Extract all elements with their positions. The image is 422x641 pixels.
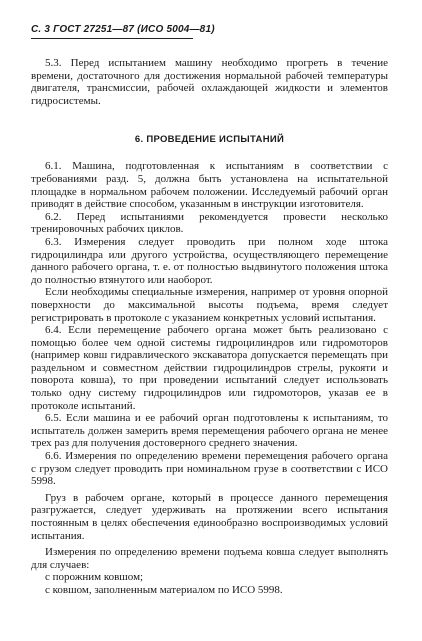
header-rule xyxy=(31,38,193,39)
paragraph-6-6: 6.6. Измерения по определению времени перемещения рабочего органа с грузом следует проводить при номинальном грузе в соответствии с ИСО 5998. xyxy=(31,450,388,488)
list-item-loaded-bucket: с ковшом, заполненным материалом по ИСО 5998. xyxy=(45,583,283,596)
paragraph-5-3: 5.3. Перед испытанием машину необходимо прогреть в течение времени, достаточного для достижения нормальной рабочей температуры двигателя, трансмиссии, рабочей охлаждающей жидкости и элементов гидросистемы. xyxy=(31,57,388,107)
paragraph-6-4: 6.4. Если перемещение рабочего органа может быть реализовано с помощью более чем одной системы гидроцилиндров или гидромоторов (например ковш гидравлического экскаватора допускается перемещать при раздельном и совместном действии гидроцилиндров стрелы, рукояти и поворота ковша), то при проведении испытаний следует использовать только одну систему гидроцилиндров или гидромоторов, указав ее в протоколе испытаний. xyxy=(31,324,388,412)
paragraph-6-5: 6.5. Если машина и ее рабочий орган подготовлены к испытаниям, то испытатель должен замерить время перемещения рабочего органа не менее трех раз для получения достоверного среднего значения. xyxy=(31,412,388,450)
paragraph-6-3-special: Если необходимы специальные измерения, например от уровня опорной поверхности до максимальной высоты подъема, время следует регистрировать в протоколе с указанием конкретных условий испытания. xyxy=(31,286,388,324)
paragraph-6-6-cases: Измерения по определению времени подъема ковша следует выполнять для случаев: xyxy=(31,546,388,571)
paragraph-6-6-load: Груз в рабочем органе, который в процессе данного перемещения разгружается, следует удерживать на протяжении всего испытания постоянным в целях обеспечения единообразно воспроизводимых условий испытания. xyxy=(31,491,388,542)
paragraph-6-2: 6.2. Перед испытаниями рекомендуется провести несколько тренировочных рабочих циклов. xyxy=(31,210,388,236)
running-head: С. 3 ГОСТ 27251—87 (ИСО 5004—81) xyxy=(31,24,215,35)
list-item-empty-bucket: с порожним ковшом; xyxy=(45,571,144,584)
section-heading: 6. ПРОВЕДЕНИЕ ИСПЫТАНИЙ xyxy=(134,134,285,146)
paragraph-6-3: 6.3. Измерения следует проводить при полном ходе штока гидроцилиндра или другого устройства, осуществляющего перемещение данного рабочего органа, т. е. от полностью выдвинутого положения штока до полностью втянутого или наоборот. xyxy=(31,235,388,286)
paragraph-6-1: 6.1. Машина, подготовленная к испытаниям в соответствии с требованиями разд. 5, должна быть установлена на испытательной площадке в нормальном рабочем положении. Исследуемый рабочий орган приводят в действие способом, указанным в инструкции изготовителя. xyxy=(31,160,388,211)
